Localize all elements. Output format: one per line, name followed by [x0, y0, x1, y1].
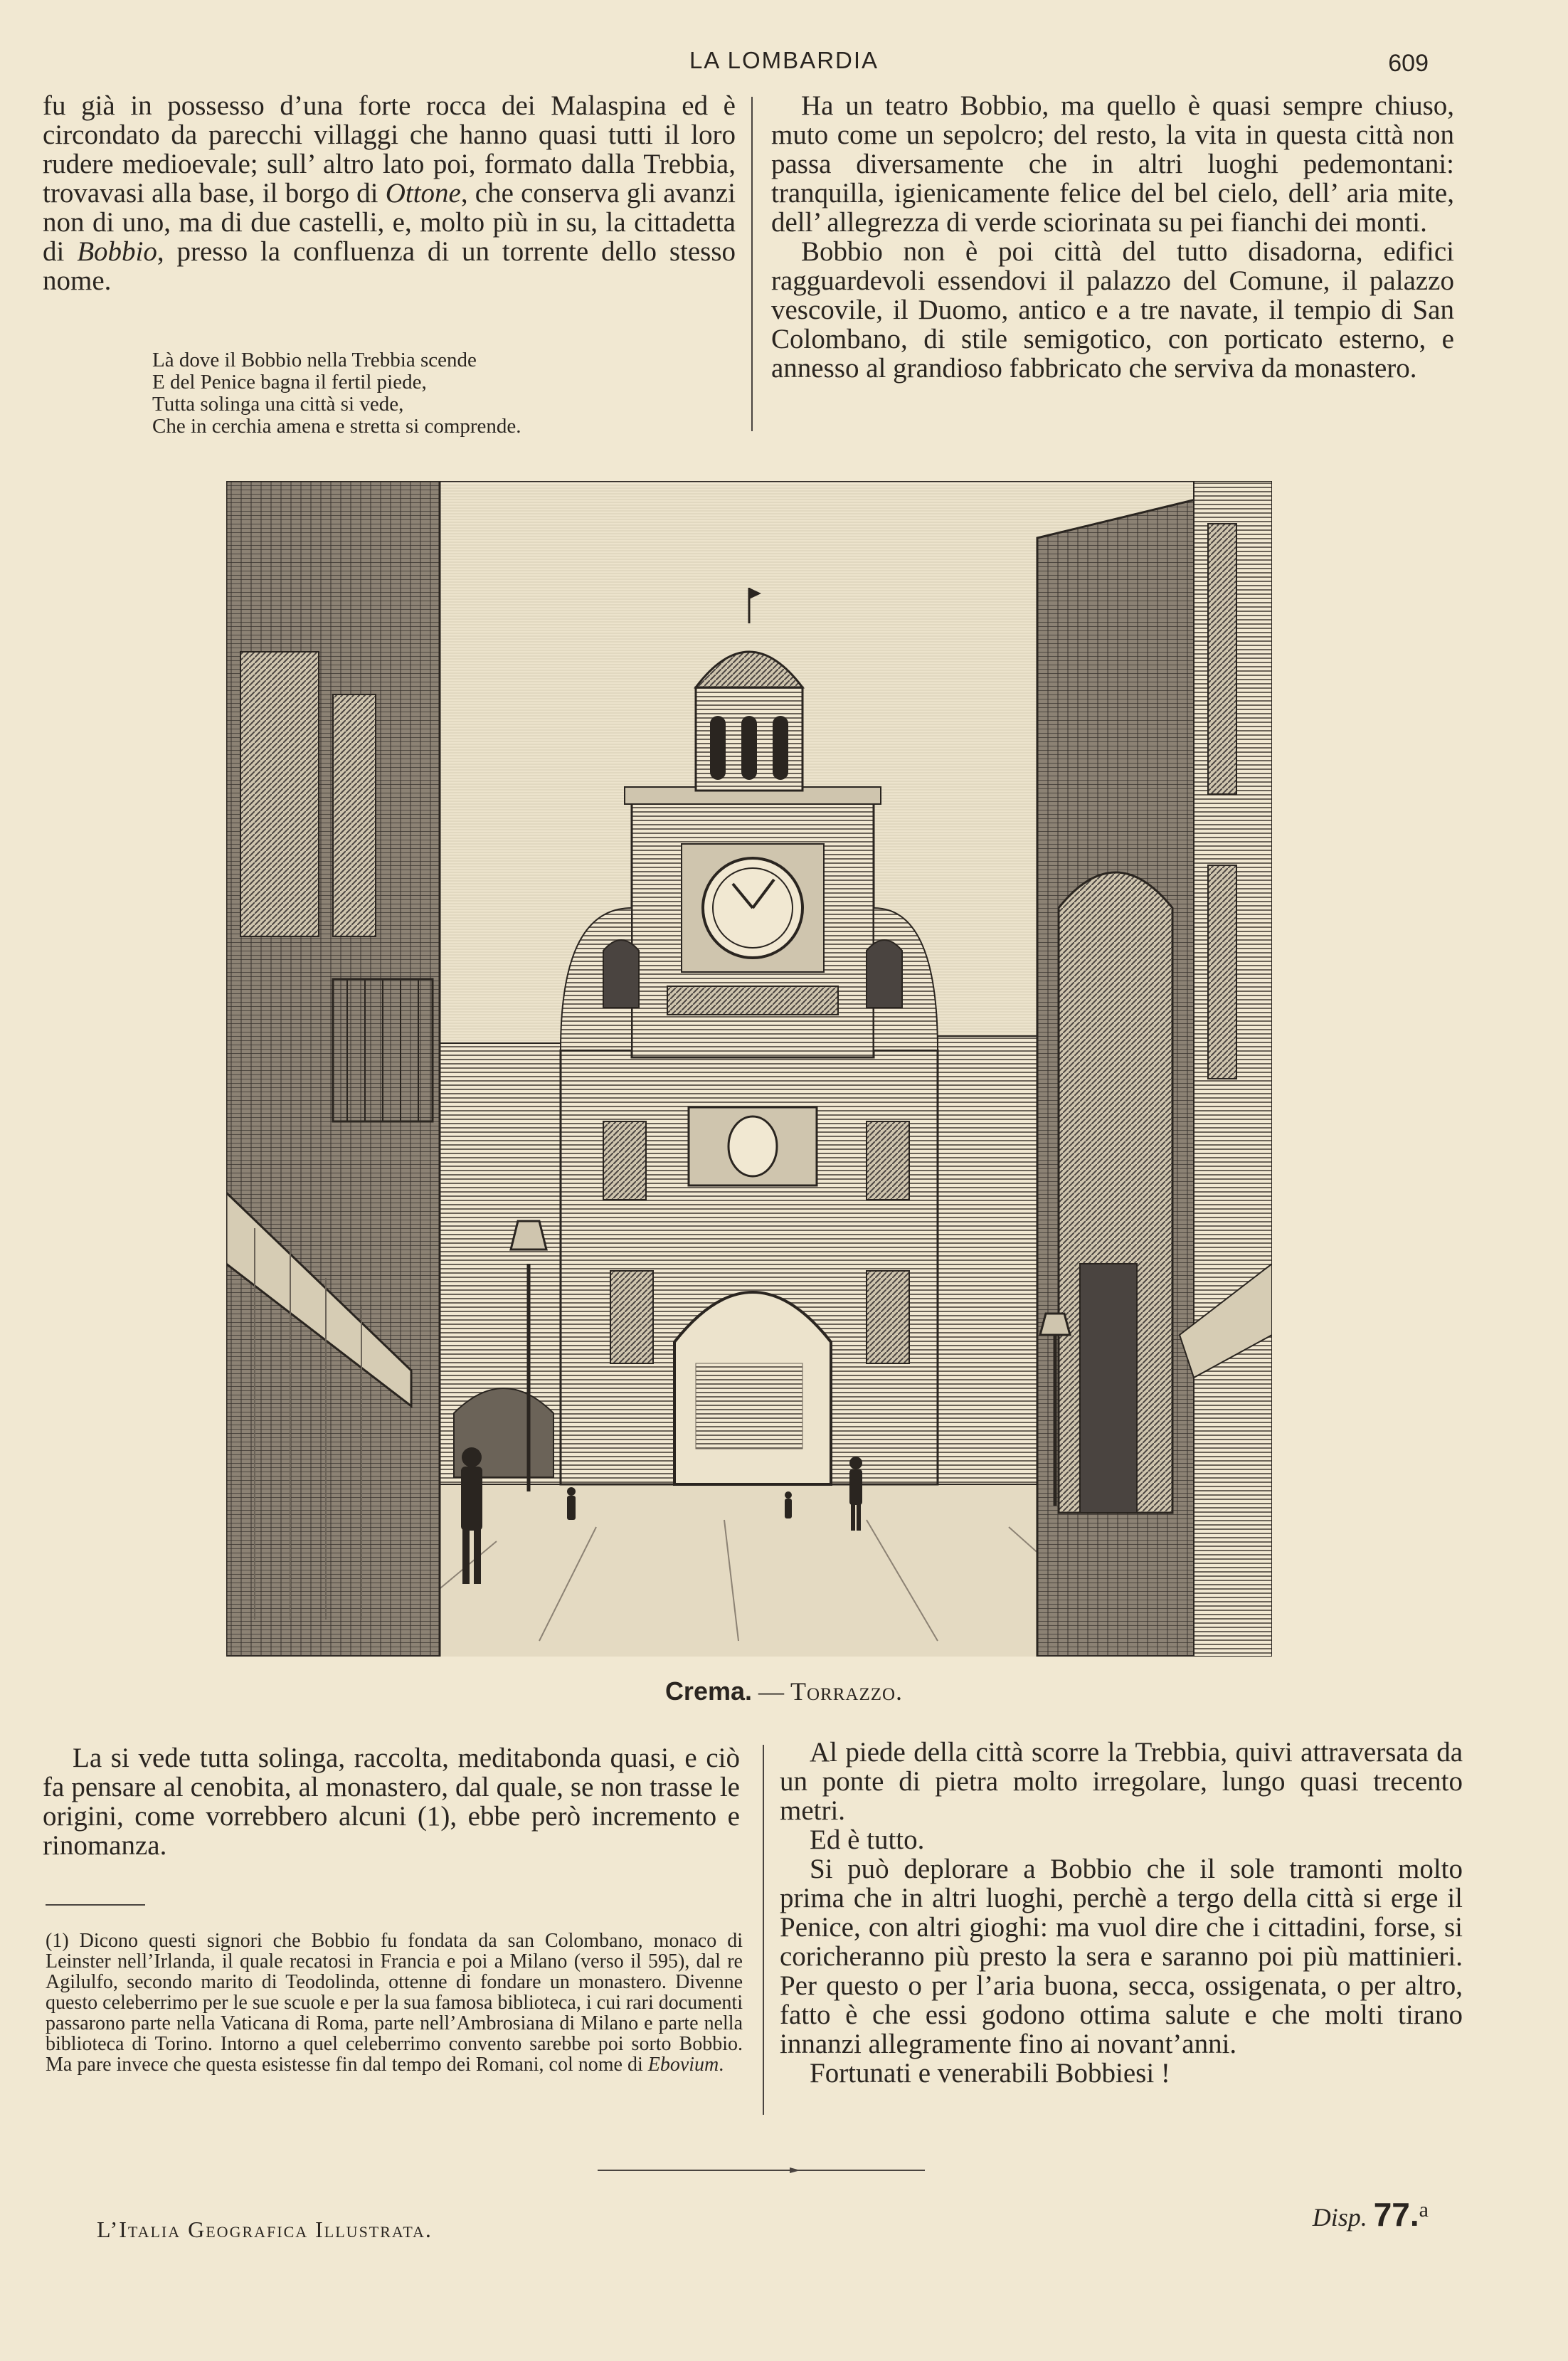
- disp-label: Disp.: [1312, 2203, 1367, 2231]
- caption-city: Crema.: [664, 1676, 752, 1706]
- running-header: LA LOMBARDIA: [689, 47, 879, 73]
- bottom-left-column: [43, 1743, 740, 1860]
- disp-suffix: a: [1419, 2198, 1429, 2222]
- paragraph: Ed è tutto.: [810, 1824, 925, 1855]
- paragraph: Fortunati e venerabili Bobbiesi !: [810, 2058, 1170, 2088]
- text-run: fu già in possesso d’una forte rocca dei Malaspina ed è circondato da parecchi villaggi che hanno quasi tutti il loro rudere medioevale; sull’ altro lato poi, formato dalla Trebbia, trovavasi alla base, il borgo di: [43, 90, 736, 208]
- verse-line: Tutta solinga una città si vede,: [152, 393, 404, 416]
- verse-line: Che in cerchia amena e stretta si comprende.: [152, 415, 521, 438]
- publication-title: L’Italia Geografica Illustrata.: [97, 2217, 433, 2242]
- top-left-paragraph: [43, 91, 736, 295]
- top-right-column: [771, 91, 1454, 383]
- paragraph: Ha un teatro Bobbio, ma quello è quasi sempre chiuso, muto come un sepolcro; del resto, la vita in questa città non passa diversamente che in altri luoghi pedemontani: tranquilla, igienicamente felice del bel cielo, dell’ aria mite, dell’ allegrezza di verde sciorinata su pei fianchi dei monti.: [771, 90, 1454, 238]
- paragraph: Al piede della città scorre la Trebbia, quivi attraversata da un ponte di pietra molto irregolare, lungo quasi trecento metri.: [780, 1737, 1463, 1826]
- footnote-rule: [46, 1904, 145, 1906]
- column-divider-top: [751, 97, 753, 431]
- page-number: 609: [1388, 50, 1429, 77]
- paragraph: La si vede tutta solinga, raccolta, meditabonda quasi, e ciò fa pensare al cenobita, al monastero, dal quale, se non trasse le origini, come vorrebbero alcuni (1), ebbe però incremento e rinomanza.: [43, 1743, 740, 1861]
- dispensa-mark: [1313, 2195, 1429, 2234]
- footnote: [46, 1930, 743, 2075]
- figure-caption: [0, 1676, 1568, 1706]
- caption-subject: Torrazzo.: [790, 1677, 904, 1706]
- place-name-ottone: Ottone: [385, 178, 461, 208]
- verse-quote: [152, 349, 721, 438]
- end-ornament: [598, 2163, 925, 2177]
- verse-line: Là dove il Bobbio nella Trebbia scende: [152, 349, 477, 371]
- caption-dash: —: [758, 1677, 784, 1706]
- column-divider-bottom: [763, 1745, 764, 2115]
- text-run: , presso la confluenza di un torrente dello stesso nome.: [43, 236, 736, 296]
- footnote-end: .: [719, 2054, 724, 2076]
- top-left-column: [43, 91, 736, 295]
- paragraph: Si può deplorare a Bobbio che il sole tramonti molto prima che in altri luoghi, perchè a tergo della città si erge il Penice, con altri gioghi: ma vuol dire che i cittadini, forse, si coricheranno più presto la sera e saranno poi più mattinieri. Per questo o per l’aria buona, secca, ossigenata, o per altro, fatto è che essi godono ottima salute e che molti tirano innanzi allegramente fino ai novant’anni.: [780, 1854, 1463, 2059]
- paragraph: Bobbio non è poi città del tutto disadorna, edifici ragguardevoli essendovi il palazzo del Comune, il palazzo vescovile, il Duomo, antico e a tre navate, il tempio di San Colombano, di stile semigotico, con porticato esterno, e annesso al grandioso fabbricato che serviva da monastero.: [771, 236, 1454, 384]
- place-name-bobbio: Bobbio: [77, 236, 157, 267]
- footnote-text: (1) Dicono questi signori che Bobbio fu fondata da san Colombano, monaco di Leinster nell’Irlanda, il quale recatosi in Francia e poi a Milano (verso il 595), dal re Agilulfo, secondo marito di Teodolinda, ottenne di fondare un monastero. Divenne questo celeberrimo per le sue scuole e per la sua famosa biblioteca, i cui rari documenti passarono parte nella Vaticana di Roma, parte nell’Ambrosiana di Milano e parte nella biblioteca di Torino. Intorno a quel celeberrimo convento sarebbe poi sorto Bobbio. Ma pare invece che questa esistesse fin dal tempo dei Romani, col nome di: [46, 1930, 743, 2076]
- disp-number: 77.: [1373, 2196, 1419, 2233]
- footnote-ebovium: Ebovium: [647, 2054, 719, 2076]
- bottom-right-column: [780, 1738, 1463, 2088]
- verse-line: E del Penice bagna il fertil piede,: [152, 371, 427, 394]
- illustration-torrazzo: [226, 481, 1272, 1657]
- text-run: , che conserva gli avanzi non di uno, ma di due castelli, e, molto più in su, la cittadetta di: [43, 178, 736, 267]
